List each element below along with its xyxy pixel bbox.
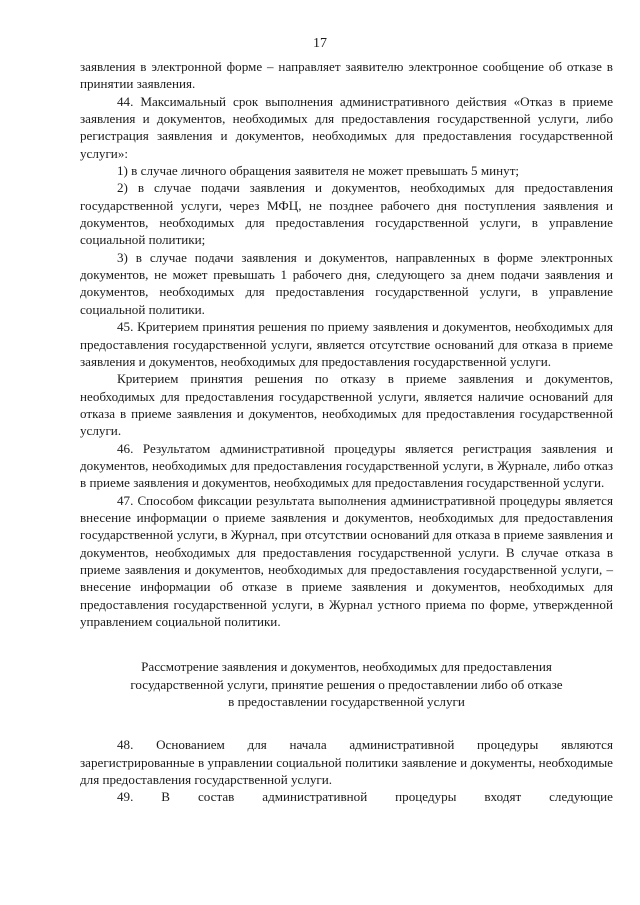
paragraph-47: 47. Способом фиксации результата выполнения административной процедуры является внесение информации о приеме заявления и документов, необходимых для предоставления государственной услуги, в Журнал, при отсутствии оснований для отказа в приеме заявления и документов, необходимых для предоставления государственной услуги. В случае отказа в приеме заявления и документов, необходимых для предоставления государственной услуги, – внесение информации об отказе в приеме заявления и документов, необходимых для предоставления государственной услуги, в Журнал устного приема по форме, утвержденной управлением социальной политики. [80,492,613,629]
section-heading-line: Рассмотрение заявления и документов, необходимых для предоставления [141,659,552,675]
document-body [80,58,613,806]
paragraph-49: 49. В состав административной процедуры входят следующие [117,789,613,805]
page-number: 17 [313,36,327,51]
section-heading-line: государственной услуги, принятие решения о предоставлении либо об отказе [130,676,563,692]
paragraph-48: 48. Основанием для начала административной процедуры являются зарегистрированные в управлении социальной политики заявление и документы, необходимые для предоставления государственной услуги. [80,737,613,788]
paragraph-44-item-2: 2) в случае подачи заявления и документов, необходимых для предоставления государственной услуги, через МФЦ, не позднее рабочего дня поступления заявления и документов, необходимых для предоставления государственной услуги, в управление социальной политики; [80,180,613,248]
paragraph-45-criterion: Критерием принятия решения по отказу в приеме заявления и документов, необходимых для предоставления государственной услуги, является наличие оснований для отказа в приеме заявления и документов, необходимых для предоставления государственной услуги. [80,371,613,439]
section-heading [90,658,603,710]
section-heading-line: в предоставлении государственной услуги [228,694,465,710]
paragraph-44: 44. Максимальный срок выполнения административного действия «Отказ в приеме заявления и документов, необходимых для предоставления государственной услуги, либо регистрация заявления и документов, необходимых для предоставления государственной услуги»: [80,93,613,161]
paragraph-46: 46. Результатом административной процедуры является регистрация заявления и документов, необходимых для предоставления государственной услуги, в Журнале, либо отказ в приеме заявления и документов, необходимых для предоставления государственной услуги. [80,440,613,491]
paragraph-continuation: заявления в электронной форме – направляет заявителю электронное сообщение об отказе в принятии заявления. [80,59,613,92]
paragraph-44-item-3: 3) в случае подачи заявления и документов, направленных в форме электронных документов, не может превышать 1 рабочего дня, следующего за днем подачи заявления и документов, необходимых для предоставления государственной услуги, в управление социальной политики. [80,249,613,317]
paragraph-44-item-1: 1) в случае личного обращения заявителя не может превышать 5 минут; [117,163,520,179]
paragraph-45: 45. Критерием принятия решения по приему заявления и документов, необходимых для предоставления государственной услуги, является отсутствие оснований для отказа в приеме заявления и документов, необходимых для предоставления государственной услуги. [80,319,613,369]
